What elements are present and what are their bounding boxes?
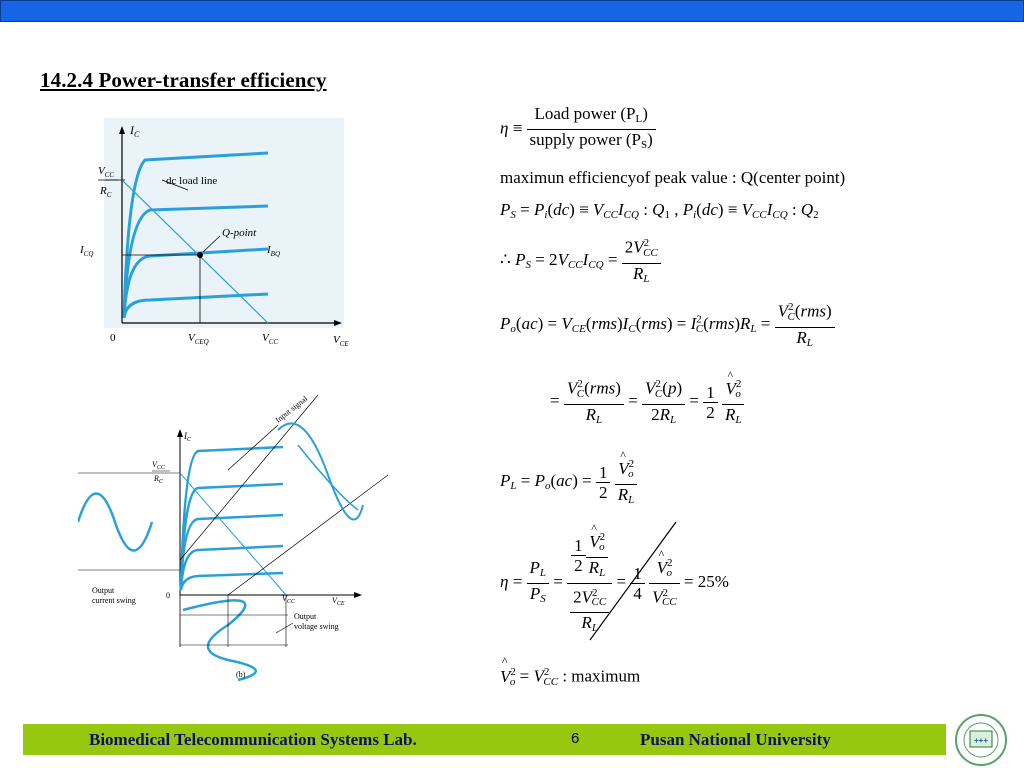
vcc-axis-label-2: $V_{CC}$ — [282, 594, 295, 605]
dc-load-line-figure — [70, 118, 370, 353]
vcc-axis-label: $V_{CC}$ — [262, 332, 279, 346]
rc-label: $R_C$ — [100, 185, 112, 199]
vce-axis-label: $V_{CE}$ — [333, 334, 349, 348]
figure-caption: (b) — [236, 670, 246, 679]
vceq-label: $V_{CEQ}$ — [188, 332, 209, 346]
ps-equation: $P_S = P_i(dc) \equiv V_{CC}I_{CQ}$ : $Q_1$ , $P_i(dc) \equiv V_{CC}I_{CQ}$ : $Q_2$ — [500, 200, 819, 221]
output-current-label-1: Output — [92, 586, 115, 595]
maximum-condition: ^ $V^2_o = V^2_{CC}$ : maximum — [500, 666, 640, 688]
signal-swing-figure — [78, 385, 398, 685]
icq-label: $I_{CQ}$ — [80, 244, 94, 258]
input-signal-label: Input signal — [273, 394, 310, 425]
efficiency-result-equation: η = $\frac{P_L}{P_S}$ = $\frac{1}{2}$ ^ $\frac{V^2_o}{R_L}$ $\frac{2V^2_{CC}}{R_L}$ = $\frac{1}{4}$ ^ $\frac{V^2_o}{V^2_{CC}}$ = 25% — [500, 528, 729, 638]
ps-result-equation: ∴ $P_S = 2V_{CC}I_{CQ}$ = $\frac{2V^2_{CC}}{R_L}$ — [500, 234, 661, 289]
svg-text:+++: +++ — [973, 736, 989, 745]
max-efficiency-text: maximun efficiencyof peak value : Q(center point) — [500, 168, 846, 187]
origin-label-2: 0 — [166, 591, 170, 600]
ic-axis-label: $I_C$ — [130, 123, 140, 139]
footer-bar — [23, 724, 946, 755]
po-ac-expansion: = $\frac{V^2_C(rms)}{R_L}$ = $\frac{V^2_C(p)}{2R_L}$ = $\frac{1}{2}$ ^ $\frac{V^2_o}{R_L}$ — [550, 375, 744, 430]
page-number: 6 — [571, 730, 580, 747]
vce-axis-label-2: $V_{CE}$ — [332, 596, 345, 607]
q-point-label: Q-point — [222, 227, 257, 239]
po-ac-equation: $P_o(ac) = V_{CE}(rms)I_C(rms) = I^2_C(rms)R_L$ = $\frac{V^2_C(rms)}{R_L}$ — [500, 298, 835, 353]
vcc-label-2: $V_{CC}$ — [152, 460, 165, 471]
vcc-label: $V_{CC}$ — [98, 165, 115, 179]
output-current-label-2: current swing — [92, 596, 136, 605]
pl-equation: $P_L = P_o(ac)$ = $\frac{1}{2}$ ^ $\frac{V^2_o}{R_L}$ — [500, 455, 637, 510]
output-voltage-label-1: Output — [294, 612, 317, 621]
top-banner — [0, 0, 1024, 22]
origin-label: 0 — [110, 332, 116, 344]
dc-load-line-label: dc load line — [166, 175, 218, 187]
efficiency-definition: η ≡ $\frac{Load power (P_L)}{supply power (P_S)}$ — [500, 104, 656, 155]
footer-university: Pusan National University — [640, 730, 831, 749]
rc-label-2: $R_C$ — [154, 474, 163, 485]
ibq-label: $I_{BQ}$ — [267, 244, 281, 258]
footer-lab-name: Biomedical Telecommunication Systems Lab. — [89, 730, 417, 749]
slide-title: 14.2.4 Power-transfer efficiency — [40, 68, 327, 92]
output-voltage-label-2: voltage swing — [294, 622, 339, 631]
university-seal-logo — [952, 713, 1010, 767]
ic-axis-label-2: $I_C$ — [184, 431, 192, 443]
